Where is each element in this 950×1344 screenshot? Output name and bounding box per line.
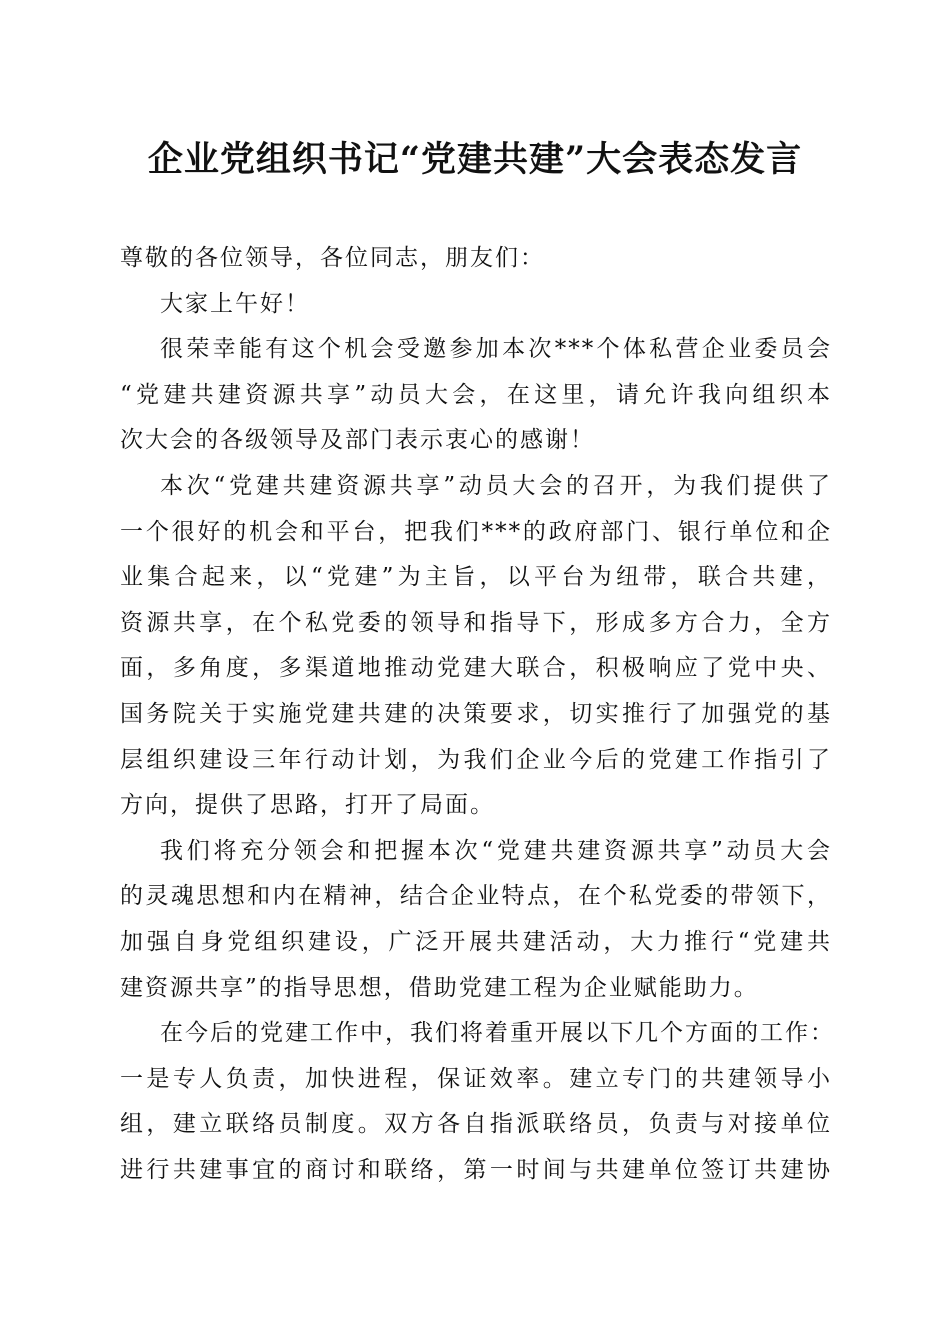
paragraph-4-line-3: 组，建立联络员制度。双方各自指派联络员，负责与对接单位 [120, 1111, 832, 1138]
paragraph-2-line-2: 一个很好的机会和平台，把我们***的政府部门、银行单位和企 [120, 518, 832, 545]
paragraph-1-line-1: 很荣幸能有这个机会受邀参加本次***个体私营企业委员会 [160, 336, 832, 363]
paragraph-2-line-6: 国务院关于实施党建共建的决策要求，切实推行了加强党的基 [120, 700, 832, 727]
paragraph-4-line-2: 一是专人负责，加快进程，保证效率。建立专门的共建领导小 [120, 1065, 832, 1092]
document-body [120, 236, 835, 1193]
paragraph-3-line-3: 加强自身党组织建设，广泛开展共建活动，大力推行“党建共 [120, 928, 832, 955]
greeting-line: 大家上午好！ [160, 290, 310, 317]
paragraph-2-line-8: 方向，提供了思路，打开了局面。 [120, 792, 495, 819]
paragraph-1-line-3: 次大会的各级领导及部门表示衷心的感谢！ [120, 427, 595, 454]
paragraph-4-line-1: 在今后的党建工作中，我们将着重开展以下几个方面的工作： [160, 1020, 835, 1047]
paragraph-2-line-5: 面，多角度，多渠道地推动党建大联合，积极响应了党中央、 [120, 655, 832, 682]
paragraph-2-line-7: 层组织建设三年行动计划，为我们企业今后的党建工作指引了 [120, 746, 832, 773]
paragraph-1-line-2: “党建共建资源共享”动员大会，在这里，请允许我向组织本 [120, 381, 832, 408]
paragraph-2-line-1: 本次“党建共建资源共享”动员大会的召开，为我们提供了 [160, 472, 832, 499]
paragraph-3-line-2: 的灵魂思想和内在精神，结合企业特点，在个私党委的带领下， [120, 883, 832, 910]
document-title: 企业党组织书记“党建共建”大会表态发言 [147, 139, 803, 180]
paragraph-3-line-1: 我们将充分领会和把握本次“党建共建资源共享”动员大会 [160, 837, 832, 864]
paragraph-2-line-4: 资源共享，在个私党委的领导和指导下，形成多方合力，全方 [120, 609, 832, 636]
paragraph-3-line-4: 建资源共享”的指导思想，借助党建工程为企业赋能助力。 [120, 974, 759, 1001]
paragraph-4-line-4: 进行共建事宜的商讨和联络，第一时间与共建单位签订共建协 [120, 1156, 832, 1183]
salutation-line: 尊敬的各位领导，各位同志，朋友们： [120, 245, 545, 271]
paragraph-2-line-3: 业集合起来，以“党建”为主旨，以平台为纽带，联合共建， [120, 564, 832, 591]
